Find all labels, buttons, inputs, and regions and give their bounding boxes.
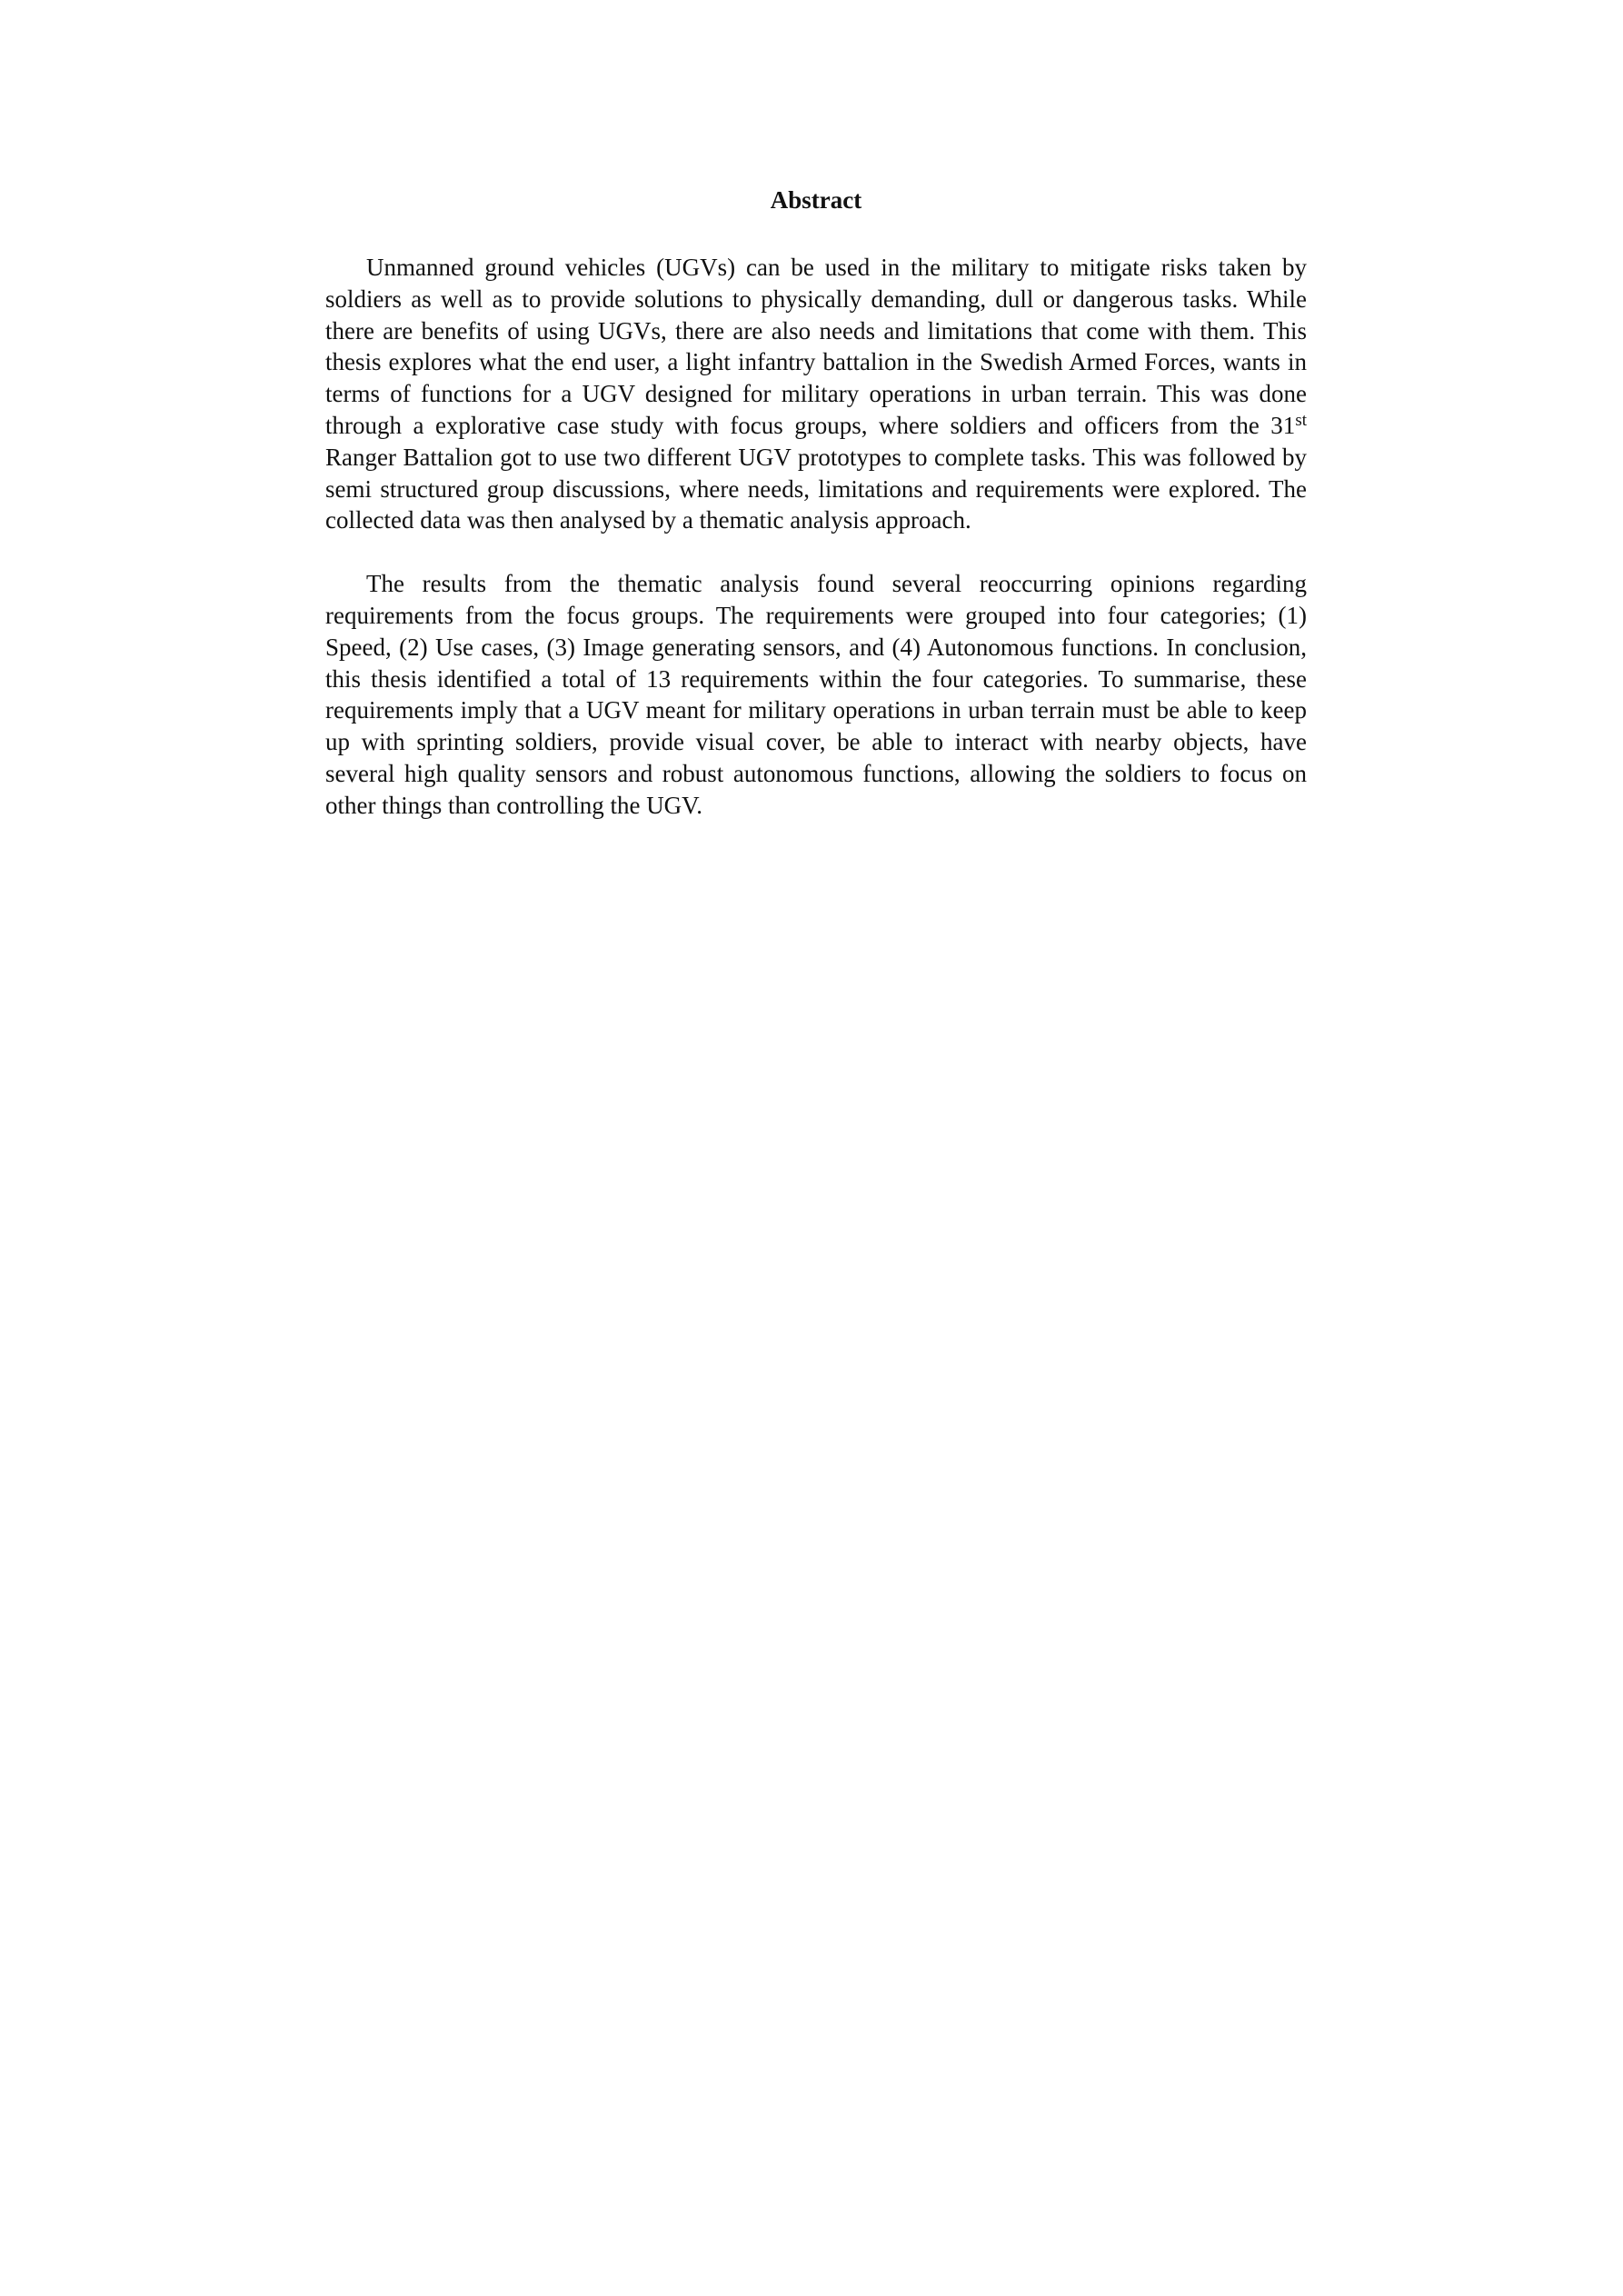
- paragraph-1-text-after-superscript: Ranger Battalion got to use two different UGV prototypes to complete tasks. This was followed by semi structured group discussions, where needs, limitations and requirements were explored. The collected data was then analysed by a thematic analysis approach.: [325, 443, 1307, 534]
- abstract-heading: Abstract: [770, 186, 862, 214]
- ordinal-superscript: st: [1295, 410, 1307, 430]
- abstract-section: [325, 185, 1307, 822]
- abstract-paragraph-2: The results from the thematic analysis found several reoccurring opinions regarding requirements from the focus groups. The requirements were grouped into four categories; (1) Speed, (2) Use cases, (3) Image generating sensors, and (4) Autonomous functions. In conclusion, this thesis identified a total of 13 requirements within the four categories. To summarise, these requirements imply that a UGV meant for military operations in urban terrain must be able to keep up with sprinting soldiers, provide visual cover, be able to interact with nearby objects, have several high quality sensors and robust autonomous functions, allowing the soldiers to focus on other things than controlling the UGV.: [325, 570, 1307, 819]
- paragraph-1-text-before-superscript: Unmanned ground vehicles (UGVs) can be used in the military to mitigate risks taken by soldiers as well as to provide solutions to physically demanding, dull or dangerous tasks. While there are benefits of using UGVs, there are also needs and limitations that come with them. This thesis explores what the end user, a light infantry battalion in the Swedish Armed Forces, wants in terms of functions for a UGV designed for military operations in urban terrain. This was done through a explorative case study with focus groups, where soldiers and officers from the 31: [325, 254, 1307, 439]
- abstract-paragraph-1: [325, 252, 1307, 536]
